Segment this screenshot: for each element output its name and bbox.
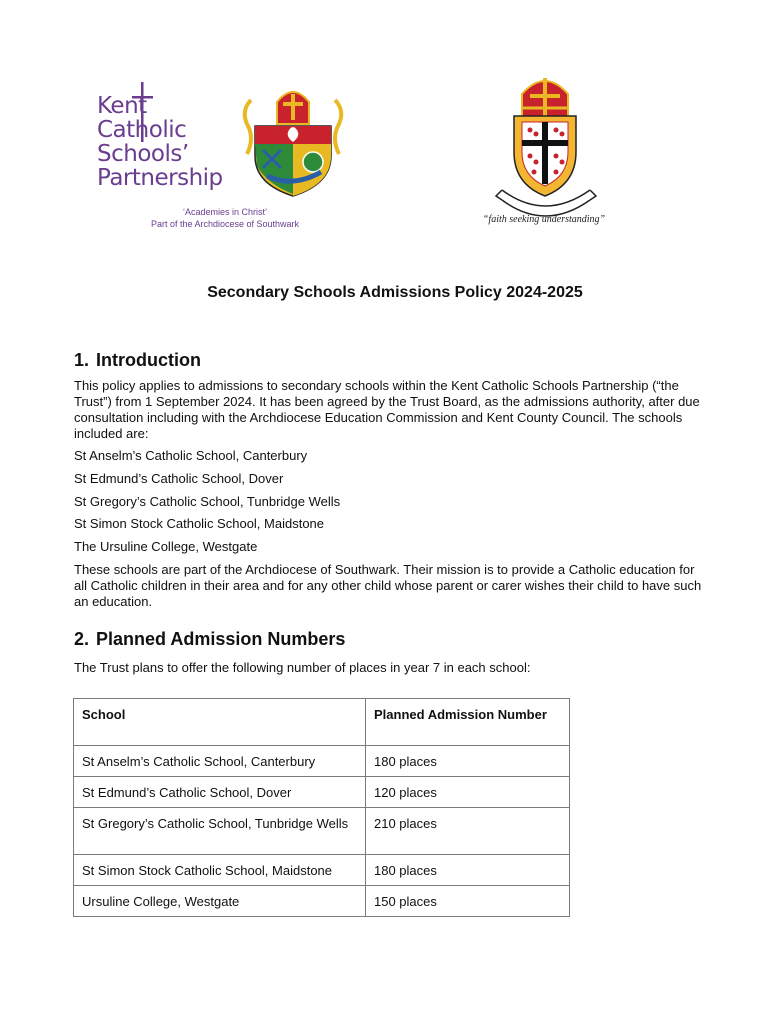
diocese-crest-icon <box>478 72 613 232</box>
table-cell-places: 210 places <box>366 808 570 855</box>
table-cell-places: 180 places <box>366 746 570 777</box>
admission-intro: The Trust plans to offer the following number of places in year 7 in each school: <box>74 660 531 675</box>
table-header-row <box>74 699 570 746</box>
kcsp-crest-icon <box>237 84 349 198</box>
table-row <box>74 746 570 777</box>
school-list-item: St Anselm’s Catholic School, Canterbury <box>74 448 308 463</box>
kcsp-tagline: ‘Academies in Christ’ Part of the Archdiocese of Southwark <box>150 207 300 229</box>
school-list-item: St Gregory’s Catholic School, Tunbridge Wells <box>74 494 341 509</box>
school-list-item: St Simon Stock Catholic School, Maidstone <box>74 516 325 531</box>
kcsp-logo <box>95 82 345 232</box>
school-list-item: St Edmund’s Catholic School, Dover <box>74 471 284 486</box>
table-header-cell: Planned Admission Number <box>366 699 570 746</box>
table-row <box>74 808 570 855</box>
table-cell-places: 150 places <box>366 886 570 917</box>
admission-numbers-table <box>73 698 570 917</box>
table-cell-places: 120 places <box>366 777 570 808</box>
closing-paragraph: These schools are part of the Archdiocese of Southwark. Their mission is to provide a Catholic education for all Catholic children in their area and for any other child whose parent or carer wishes their child to have such an education. <box>74 562 702 609</box>
table-cell-school: St Edmund’s Catholic School, Dover <box>74 777 366 808</box>
section-number: 2. <box>74 629 90 649</box>
table-cell-places: 180 places <box>366 855 570 886</box>
page-title: Secondary Schools Admissions Policy 2024-2025 <box>207 284 583 301</box>
section-heading-admission-numbers <box>74 629 346 650</box>
table-row <box>74 886 570 917</box>
section-number: 1. <box>74 350 90 370</box>
table-row <box>74 777 570 808</box>
table-header-cell: School <box>74 699 366 746</box>
school-list-item: The Ursuline College, Westgate <box>74 539 258 554</box>
section-title: Planned Admission Numbers <box>96 629 346 649</box>
section-heading-introduction <box>74 350 201 371</box>
intro-paragraph: This policy applies to admissions to secondary schools within the Kent Catholic Schools Partnership (“the Trust”) from 1 September 2024. It has been agreed by the Trust Board, as the admissions authority, after due consultation including with the Archdiocese Education Commission and Kent County Council. The schools included are: <box>74 378 700 441</box>
table-cell-school: St Anselm’s Catholic School, Canterbury <box>74 746 366 777</box>
table-cell-school: St Simon Stock Catholic School, Maidstone <box>74 855 366 886</box>
diocese-motto: “faith seeking understanding” <box>482 214 606 225</box>
table-row <box>74 855 570 886</box>
table-cell-school: St Gregory’s Catholic School, Tunbridge Wells <box>74 808 366 855</box>
table-cell-school: Ursuline College, Westgate <box>74 886 366 917</box>
kcsp-wordmark: Kent Catholic Schools’ Partnership <box>97 93 223 191</box>
section-title: Introduction <box>96 350 201 370</box>
